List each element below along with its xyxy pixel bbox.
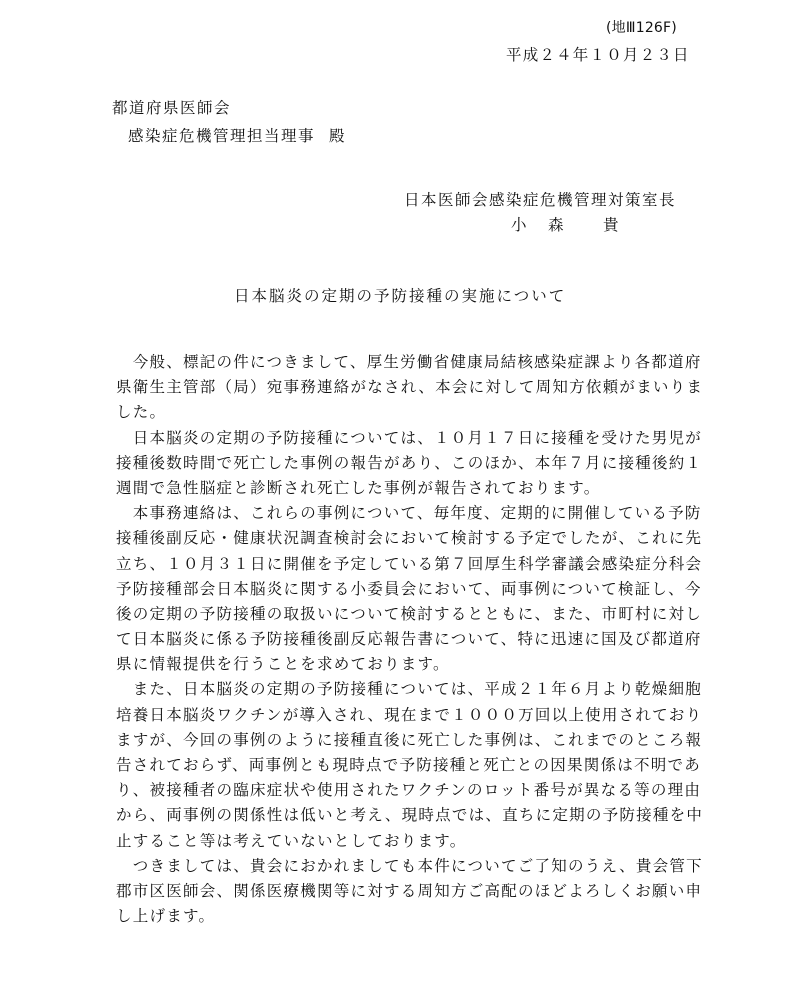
body-line: 日本脳炎の定期の予防接種については、１０月１７日に接種を受けた男児が bbox=[116, 428, 702, 447]
body-line: した。 bbox=[116, 403, 167, 422]
body-line: つきましては、貴会におかれましても本件についてご了知のうえ、貴会管下 bbox=[116, 856, 703, 875]
document-number: (地Ⅲ126F) bbox=[606, 20, 677, 36]
body-line: 後の定期の予防接種の取扱いについて検討するとともに、また、市町村に対し bbox=[116, 604, 702, 623]
body-line: 今般、標記の件につきまして、厚生労働省健康局結核感染症課より各都道府 bbox=[116, 353, 702, 371]
body-line: 告されておらず、両事例とも現時点で予防接種と死亡との因果関係は不明であ bbox=[116, 756, 702, 774]
body-line: 週間で急性脳症と診断され死亡した事例が報告されております。 bbox=[116, 478, 601, 497]
body-line: し上げます。 bbox=[116, 907, 216, 926]
recipient-honorific: 殿 bbox=[329, 127, 347, 145]
recipient-organization: 都道府県医師会 bbox=[112, 99, 232, 117]
document-date: 平成２４年１０月２３日 bbox=[506, 46, 690, 64]
body-line: 接種後副反応・健康状況調査検討会において検討する予定でしたが、これに先 bbox=[116, 529, 703, 548]
body-line: 郡市区医師会、関係医療機関等に対する周知方ご高配のほどよろしくお願い申 bbox=[116, 881, 703, 900]
recipient-title: 感染症危機管理担当理事 bbox=[128, 127, 316, 145]
body-line: 県に情報提供を行うことを求めております。 bbox=[116, 655, 450, 674]
body-text bbox=[116, 350, 726, 929]
recipient-line bbox=[128, 126, 346, 146]
body-line: 予防接種部会日本脳炎に関する小委員会において、両事例について検証し、今 bbox=[116, 579, 702, 598]
body-line: り、被接種者の臨床症状や使用されたワクチンのロット番号が異なる等の理由 bbox=[116, 781, 702, 800]
sender-name-char: 貴 bbox=[603, 216, 621, 234]
body-line: 県衛生主管部（局）宛事務連絡がなされ、本会に対して周知方依頼がまいりま bbox=[116, 378, 704, 397]
body-line: て日本脳炎に係る予防接種後副反応報告書について、特に迅速に国及び都道府 bbox=[116, 630, 702, 649]
document-subject: 日本脳炎の定期の予防接種の実施について bbox=[234, 287, 567, 305]
sender-name-char: 小 bbox=[511, 216, 529, 234]
body-line: から、両事例の関係性は低いと考え、現時点では、直ちに定期の予防接種を中 bbox=[116, 806, 704, 825]
sender-organization: 日本医師会感染症危機管理対策室長 bbox=[404, 191, 677, 209]
sender-name-char: 森 bbox=[548, 216, 566, 234]
body-line: また、日本脳炎の定期の予防接種については、平成２１年６月より乾燥細胞 bbox=[116, 680, 702, 699]
body-line: 接種後数時間で死亡した事例の報告があり、このほか、本年７月に接種後約１ bbox=[116, 453, 703, 472]
sender-name bbox=[511, 215, 620, 235]
body-line: 本事務連絡は、これらの事例について、毎年度、定期的に開催している予防 bbox=[116, 504, 702, 523]
body-line: 培養日本脳炎ワクチンが導入され、現在まで１０００万回以上使用されており bbox=[116, 705, 703, 724]
body-line: ますが、今回の事例のように接種直後に死亡した事例は、これまでのところ報 bbox=[116, 730, 703, 749]
body-line: 立ち、１０月３１日に開催を予定している第７回厚生科学審議会感染症分科会 bbox=[116, 554, 703, 573]
body-line: 止すること等は考えていないとしております。 bbox=[116, 831, 467, 850]
